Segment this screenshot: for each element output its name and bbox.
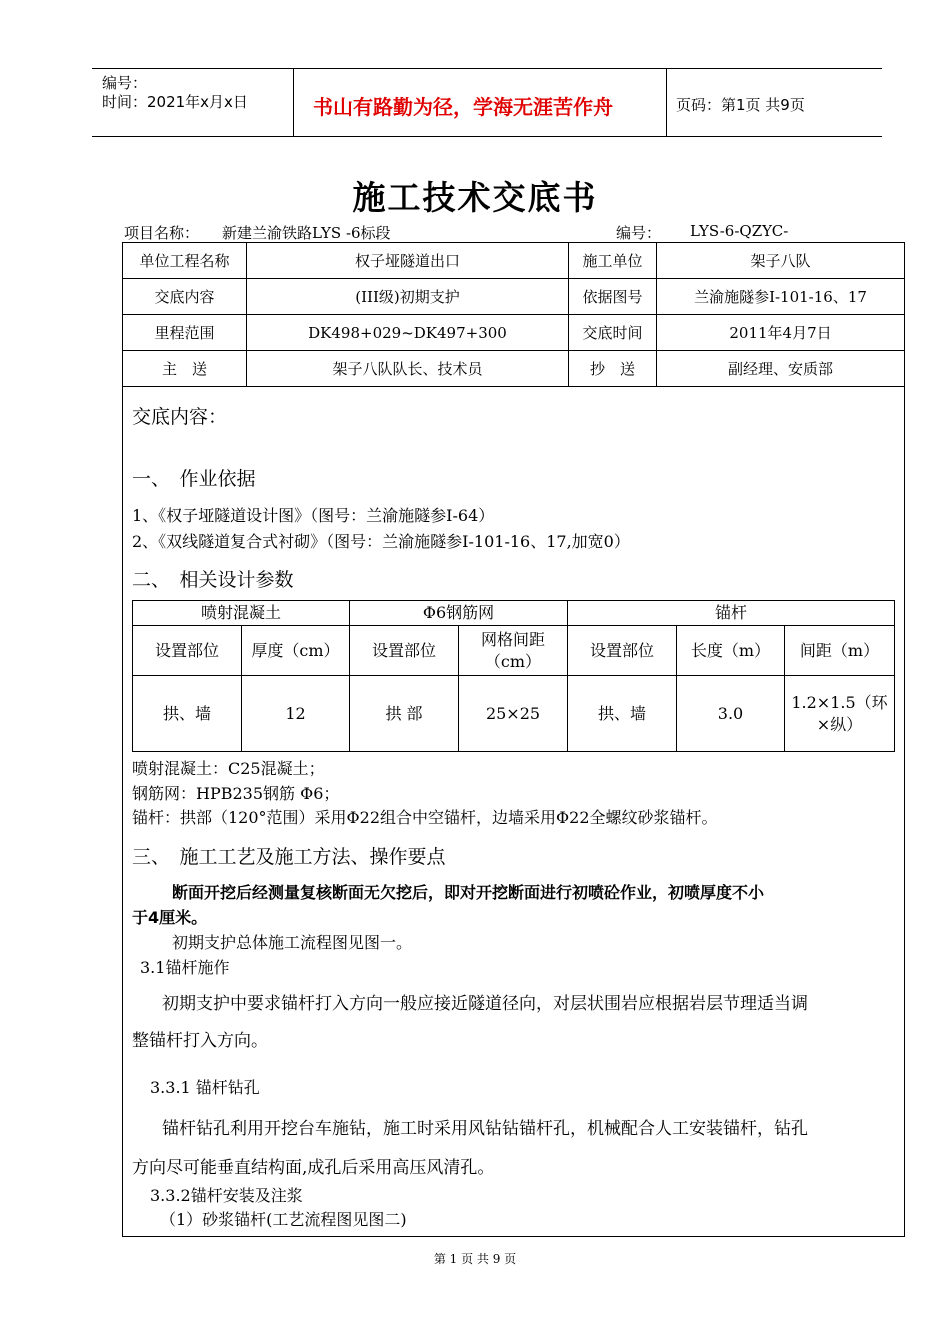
column-header: 设置部位	[568, 626, 677, 676]
column-header: 间距（m）	[785, 626, 895, 676]
header-divider	[666, 68, 667, 136]
note-mesh: 钢筋网：HPB235钢筋 Φ6；	[132, 784, 340, 803]
table-cell: 架子八队队长、技术员	[247, 351, 569, 387]
page-footer: 第 1 页 共 9 页	[433, 1252, 517, 1266]
paragraph-3-3-1-line-2: 方向尽可能垂直结构面,成孔后采用高压风清孔。	[132, 1158, 495, 1178]
flow-note: 初期支护总体施工流程图见图一。	[172, 933, 413, 952]
bold-paragraph-line-2: 于4厘米。	[132, 908, 208, 927]
paragraph-3-3-1-line-1: 锚杆钻孔利用开挖台车施钻，施工时采用风钻钻锚杆孔，机械配合人工安装锚杆，钻孔	[162, 1119, 808, 1139]
header-bottom-rule	[92, 136, 882, 137]
table-cell: 12	[242, 676, 350, 752]
header-code-label: 编号：	[102, 74, 148, 92]
table-cell: 权子垭隧道出口	[247, 243, 569, 279]
table-cell: 主 送	[123, 351, 247, 387]
table-cell: 施工单位	[569, 243, 657, 279]
list-item: （1）砂浆锚杆(工艺流程图见图二)	[160, 1210, 407, 1229]
table-cell: 1.2×1.5（环×纵）	[785, 676, 895, 752]
intro-heading: 交底内容：	[132, 406, 228, 428]
subsection-3-3-1: 3.3.1 锚杆钻孔	[150, 1078, 260, 1097]
table-row	[123, 243, 905, 279]
table-row	[133, 626, 895, 676]
table-cell: (III级)初期支护	[247, 279, 569, 315]
reference-2: 2、《双线隧道复合式衬砌》（图号：兰渝施隧参I-101-16、17,加宽0）	[132, 532, 630, 551]
table-cell: 拱 部	[350, 676, 459, 752]
header-page-label: 页码：第1页 共9页	[676, 96, 805, 114]
table-cell: 拱、墙	[133, 676, 242, 752]
table-cell: 副经理、安质部	[657, 351, 905, 387]
section-heading-2: 二、 相关设计参数	[132, 569, 294, 591]
info-table	[122, 242, 905, 387]
note-shotcrete: 喷射混凝土：C25混凝土；	[132, 759, 325, 778]
paragraph-3-1-line-1: 初期支护中要求锚杆打入方向一般应接近隧道径向，对层状围岩应根据岩层节理适当调	[162, 994, 808, 1014]
table-cell: 3.0	[677, 676, 785, 752]
number-label: 编号：	[616, 224, 662, 242]
table-cell: 交底内容	[123, 279, 247, 315]
table-cell: 抄 送	[569, 351, 657, 387]
header-time-label: 时间：2021年x月x日	[102, 93, 248, 111]
table-row	[123, 279, 905, 315]
column-header: 厚度（cm）	[242, 626, 350, 676]
table-cell: 依据图号	[569, 279, 657, 315]
table-cell: 兰渝施隧参I-101-16、17	[657, 279, 905, 315]
column-header: 设置部位	[350, 626, 459, 676]
table-cell: 拱、墙	[568, 676, 677, 752]
table-cell: DK498+029~DK497+300	[247, 315, 569, 351]
table-cell: 里程范围	[123, 315, 247, 351]
group-header: 锚杆	[568, 601, 895, 626]
table-row	[123, 351, 905, 387]
table-row	[123, 315, 905, 351]
table-cell: 2011年4月7日	[657, 315, 905, 351]
table-cell: 25×25	[459, 676, 568, 752]
column-header: 长度（m）	[677, 626, 785, 676]
section-heading-1: 一、 作业依据	[132, 468, 256, 490]
number-value: LYS-6-QZYC-	[690, 222, 789, 240]
column-header: 设置部位	[133, 626, 242, 676]
bold-paragraph-line-1: 断面开挖后经测量复核断面无欠挖后，即对开挖断面进行初喷砼作业，初喷厚度不小	[172, 883, 765, 902]
group-header: 喷射混凝土	[133, 601, 350, 626]
table-cell: 架子八队	[657, 243, 905, 279]
project-label: 项目名称：	[124, 224, 200, 242]
table-cell: 单位工程名称	[123, 243, 247, 279]
header-motto: 书山有路勤为径，学海无涯苦作舟	[313, 95, 613, 119]
header-top-rule	[92, 68, 882, 69]
note-anchor: 锚杆：拱部（120°范围）采用Φ22组合中空锚杆，边墙采用Φ22全螺纹砂浆锚杆。	[132, 808, 718, 827]
reference-1: 1、《权子垭隧道设计图》（图号：兰渝施隧参I-64）	[132, 506, 495, 525]
section-heading-3: 三、 施工工艺及施工方法、操作要点	[132, 846, 446, 868]
group-header: Φ6钢筋网	[350, 601, 568, 626]
subsection-3-3-2: 3.3.2锚杆安装及注浆	[150, 1186, 303, 1205]
project-value: 新建兰渝铁路LYS -6标段	[222, 224, 391, 242]
table-row	[133, 601, 895, 626]
paragraph-3-1-line-2: 整锚杆打入方向。	[132, 1031, 268, 1051]
parameter-table	[132, 600, 895, 752]
subsection-3-1: 3.1锚杆施作	[140, 958, 230, 977]
table-cell: 交底时间	[569, 315, 657, 351]
table-row	[133, 676, 895, 752]
header-divider	[293, 68, 294, 136]
document-title: 施工技术交底书	[352, 178, 598, 217]
column-header: 网格间距（cm）	[459, 626, 568, 676]
